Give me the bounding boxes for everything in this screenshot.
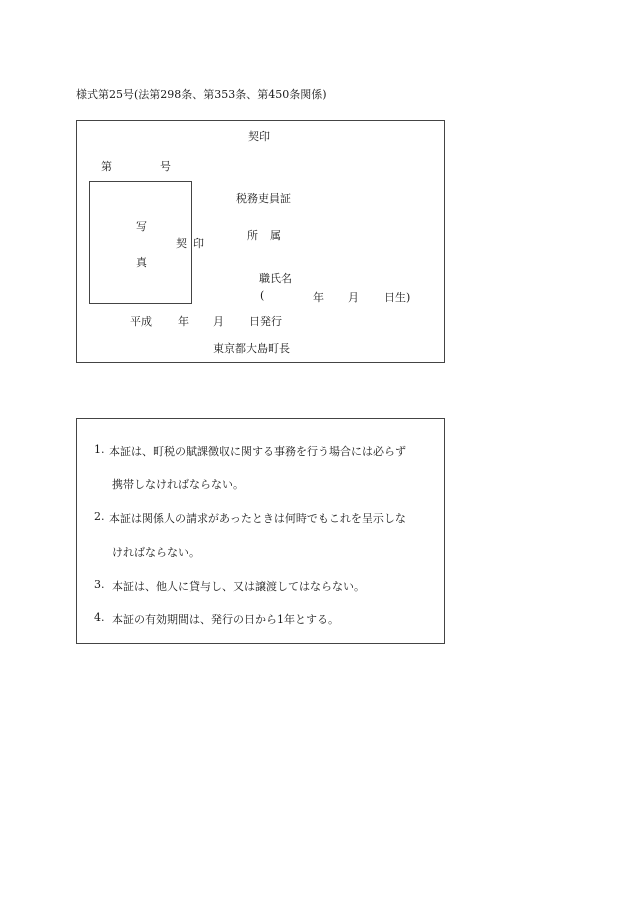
issue-era: 平成 bbox=[130, 315, 152, 328]
birth-year: 年 bbox=[313, 291, 324, 304]
issue-month: 月 bbox=[213, 315, 224, 328]
note-1-line-2: 携帯しなければならない。 bbox=[112, 478, 244, 491]
affiliation-label-2: 属 bbox=[270, 229, 281, 242]
note-3-number: 3. bbox=[94, 578, 105, 591]
card-title: 税務吏員証 bbox=[236, 192, 291, 205]
note-3-line-1: 本証は、他人に貸与し、又は譲渡してはならない。 bbox=[112, 580, 365, 593]
note-1-number: 1. bbox=[94, 443, 105, 456]
number-suffix: 号 bbox=[160, 160, 171, 173]
affiliation-label-1: 所 bbox=[247, 229, 258, 242]
note-4-line-1: 本証の有効期間は、発行の日から1年とする。 bbox=[112, 613, 339, 626]
note-2-line-2: ければならない。 bbox=[112, 546, 200, 559]
issue-year: 年 bbox=[178, 315, 189, 328]
seal-side-2: 印 bbox=[193, 237, 204, 250]
seal-top-label: 契印 bbox=[248, 130, 270, 143]
issuer: 東京都大島町長 bbox=[213, 342, 290, 355]
note-2-number: 2. bbox=[94, 510, 105, 523]
note-1-line-1: 本証は、町税の賦課徴収に関する事務を行う場合には必らず bbox=[109, 445, 406, 458]
job-name-label: 職氏名 bbox=[259, 272, 292, 285]
note-4-number: 4. bbox=[94, 611, 105, 624]
number-prefix: 第 bbox=[101, 160, 112, 173]
birth-month: 月 bbox=[348, 291, 359, 304]
birth-day: 日生) bbox=[384, 291, 411, 304]
photo-label-1: 写 bbox=[136, 220, 147, 233]
note-2-line-1: 本証は関係人の請求があったときは何時でもこれを呈示しな bbox=[109, 512, 406, 525]
photo-label-2: 真 bbox=[136, 256, 147, 269]
form-title: 様式第25号(法第298条、第353条、第450条関係) bbox=[76, 88, 327, 101]
seal-side-1: 契 bbox=[176, 237, 187, 250]
birth-open-paren: ( bbox=[260, 289, 265, 302]
issue-day: 日発行 bbox=[249, 315, 282, 328]
